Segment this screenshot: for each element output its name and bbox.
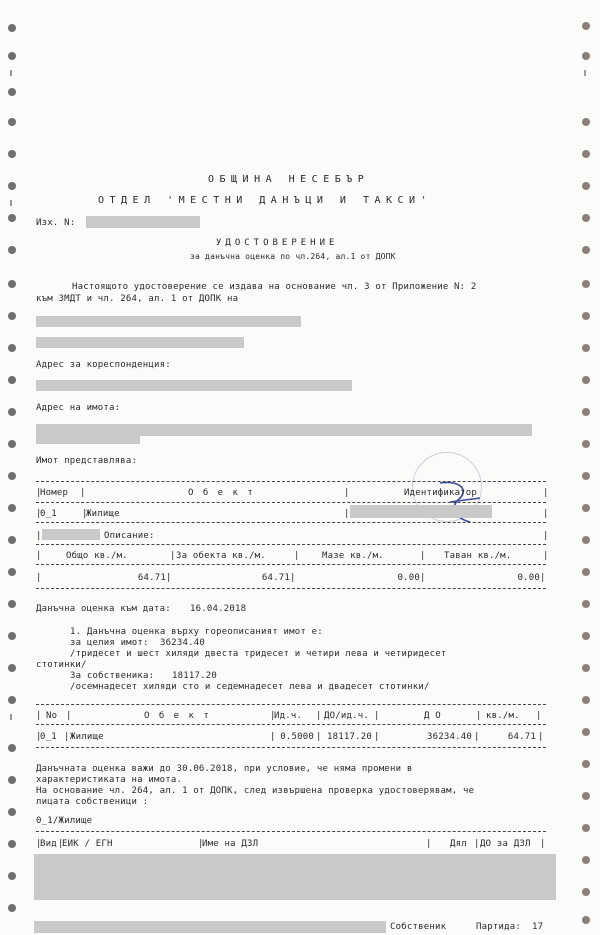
validity-line-4: лицата собственици : bbox=[36, 797, 149, 807]
share-row-no: 0_1 bbox=[40, 732, 57, 742]
whole-label: за целия имот: bbox=[70, 638, 149, 648]
property-address-redacted-2 bbox=[36, 436, 140, 444]
owner-name-redacted bbox=[36, 316, 301, 327]
document-subtitle: за данъчна оценка по чл.264, ал.1 от ДОПК bbox=[190, 252, 396, 261]
owner-value: 18117.20 bbox=[172, 671, 217, 681]
value-basement: 0.00 bbox=[397, 573, 420, 583]
intro-line-2: към ЗМДТ и чл. 264, ал. 1 от ДОПК на bbox=[36, 294, 239, 304]
value-total-area: 64.71 bbox=[137, 573, 166, 583]
footer-owner: Собственик bbox=[390, 922, 447, 932]
document-title: УДОСТОВЕРЕНИЕ bbox=[216, 238, 339, 248]
ref-label: Изх. N: bbox=[36, 218, 76, 228]
owners-col-name: Име на ДЗЛ bbox=[202, 839, 259, 849]
col-attic-header: Таван кв./м. bbox=[444, 551, 512, 561]
footer-batch-value: 17 bbox=[532, 922, 544, 932]
owner-label: За собственика: bbox=[70, 671, 155, 681]
description-label: Описание: bbox=[104, 531, 155, 541]
share-row-do-share: 18117.20 bbox=[327, 732, 372, 742]
property-address-redacted bbox=[36, 424, 532, 436]
share-col-object: О б е к т bbox=[144, 711, 211, 721]
owners-col-eik: ЕИК / ЕГН bbox=[62, 839, 113, 849]
owners-section: 0_1/Жилище bbox=[36, 816, 93, 826]
property-address-label: Адрес на имота: bbox=[36, 403, 121, 413]
valuation-date-label: Данъчна оценка към дата: bbox=[36, 604, 171, 614]
owners-col-do: ДО за ДЗЛ bbox=[480, 839, 531, 849]
footer-redacted bbox=[34, 921, 386, 933]
correspondence-address-redacted bbox=[36, 380, 352, 391]
valuation-item-1: 1. Данъчна оценка върху гореописаният имот е: bbox=[70, 627, 323, 637]
owners-col-kind: Вид bbox=[40, 839, 57, 849]
row-number: 0_1 bbox=[40, 509, 57, 519]
col-number-header: Номер bbox=[40, 488, 69, 498]
validity-line-2: характеристиката на имота. bbox=[36, 775, 183, 785]
share-row-object: Жилище bbox=[70, 732, 104, 742]
row-object: Жилище bbox=[86, 509, 120, 519]
intro-line-1: Настоящото удостоверение се издава на основание чл. 3 от Приложение N: 2 bbox=[72, 282, 477, 292]
whole-words-2: стотинки/ bbox=[36, 660, 87, 670]
share-col-sqm: кв./м. bbox=[486, 711, 520, 721]
owner-words: /осемнадесет хиляди сто и седемнадесет лева и двадесет стотинки/ bbox=[70, 682, 430, 692]
validity-line-3: На основание чл. 264, ал. 1 от ДОПК, след извършена проверка удостоверявам, че bbox=[36, 786, 475, 796]
share-row-share: 0.5000 bbox=[280, 732, 314, 742]
property-represents-label: Имот представлява: bbox=[36, 456, 138, 466]
signature-mark bbox=[430, 478, 490, 528]
table-border bbox=[36, 481, 546, 482]
correspondence-address-label: Адрес за кореспонденция: bbox=[36, 360, 171, 370]
owners-data-redacted bbox=[34, 854, 556, 900]
owner-id-redacted bbox=[36, 337, 244, 348]
col-identifier-header: Идентификатор bbox=[404, 488, 478, 498]
share-col-share: Ид.ч. bbox=[274, 711, 303, 721]
owners-col-share: Дял bbox=[450, 839, 467, 849]
validity-line-1: Данъчната оценка важи до 30.06.2018, при условие, че няма промени в bbox=[36, 764, 413, 774]
share-col-no: No bbox=[46, 711, 58, 721]
col-basement-header: Мазе кв./м. bbox=[322, 551, 384, 561]
municipality-title: ОБЩИНА НЕСЕБЪР bbox=[208, 174, 370, 185]
description-code-redacted bbox=[42, 529, 100, 540]
share-col-do: Д О bbox=[424, 711, 441, 721]
department-title: ОТДЕЛ 'МЕСТНИ ДАНЪЦИ И ТАКСИ' bbox=[98, 195, 433, 206]
share-col-do-share: ДО/ид.ч. bbox=[324, 711, 369, 721]
ref-number-redacted bbox=[86, 216, 200, 228]
col-total-area-header: Общо кв./м. bbox=[66, 551, 128, 561]
share-row-do: 36234.40 bbox=[427, 732, 472, 742]
col-object-area-header: За обекта кв./м. bbox=[176, 551, 266, 561]
valuation-date: 16.04.2018 bbox=[190, 604, 247, 614]
share-row-sqm: 64.71 bbox=[507, 732, 536, 742]
identifier-redacted bbox=[350, 505, 492, 518]
whole-value: 36234.40 bbox=[160, 638, 205, 648]
whole-words-1: /тридесет и шест хиляди двеста тридесет и четири лева и четиридесет bbox=[70, 649, 447, 659]
value-object-area: 64.71 bbox=[261, 573, 290, 583]
value-attic: 0.00 bbox=[517, 573, 540, 583]
footer-batch-label: Партида: bbox=[476, 922, 521, 932]
col-object-header: О б е к т bbox=[188, 488, 255, 498]
